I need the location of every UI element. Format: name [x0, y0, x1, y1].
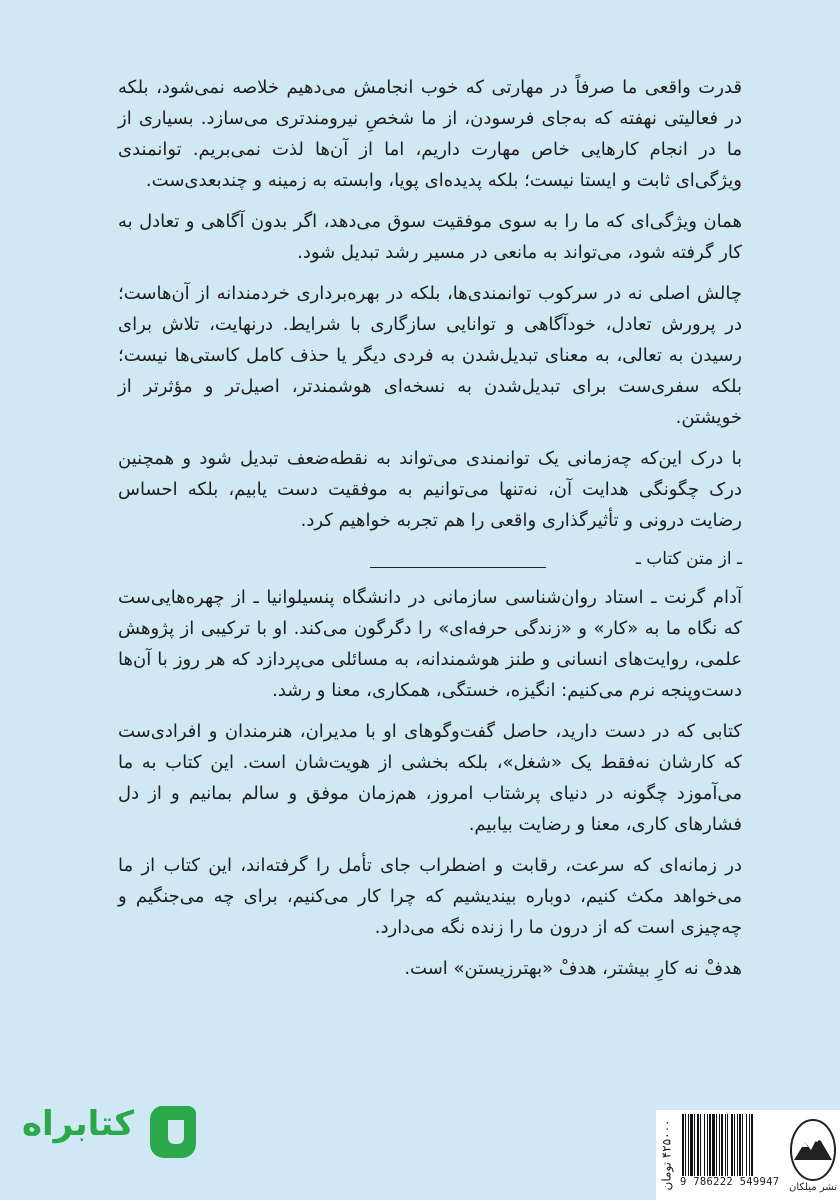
about-paragraph: کتابی که در دست دارید، حاصل گفت‌وگوهای او با مدیران، هنرمندان و افرادی‌ست که کارشان نه‌فقط یک «شغل»، بلکه بخشی از هویت‌شان است. این کتاب به ما می‌آموزد چگونه در دنیای پرشتاب امروز، هم‌زمان موفق و سالم بمانیم و از دل فشارهای کاری، معنا و رضایت بیابیم. [118, 721, 742, 835]
about-paragraph: آدام گرنت ـ استاد روان‌شناسی سازمانی در دانشگاه پنسیلوانیا ـ از چهره‌هایی‌ست که نگاه ما به «کار» و «زندگی حرفه‌ای» را دگرگون می‌کند. او با ترکیبی از پژوهش علمی، روایت‌های انسانی و طنز هوشمندانه، به مسائلی می‌پردازد که هر روز با آن‌ها دست‌وپنجه نرم می‌کنیم: انگیزه، خستگی، همکاری، معنا و رشد. [118, 587, 742, 701]
isbn-number: 9 786222 549947 [680, 1176, 780, 1188]
publisher-name: نشر میلکان [789, 1182, 837, 1193]
excerpt-source: ـ از متن کتاب ـ [635, 549, 742, 569]
barcode-icon [680, 1114, 780, 1176]
price-text: ۴۲۵۰۰۰ تومان [659, 1119, 674, 1191]
excerpt-section [118, 72, 742, 575]
excerpt-paragraph: با درک این‌که چه‌زمانی یک توانمندی می‌تواند به نقطه‌ضعف تبدیل شود و همچنین درک چگونگی هدایت آن، نه‌تنها می‌توانیم به موفقیت دست یابیم، بلکه احساس رضایت درونی و تأثیرگذاری واقعی را هم تجربه خواهیم کرد. [118, 448, 742, 531]
excerpt-paragraph: قدرت واقعی ما صرفاً در مهارتی که خوب انجامش می‌دهیم خلاصه نمی‌شود، بلکه در فعالیتی نهفته که به‌جای فرسودن، از ما شخصِ نیرومندتری می‌سازد. بسیاری از ما در انجام کارهایی خاص مهارت داریم، اما از آن‌ها لذت نمی‌بریم. توانمندی ویژگی‌ای ثابت و ایستا نیست؛ بلکه پدیده‌ای پویا، وابسته به زمینه و چندبعدی‌ست. [118, 77, 742, 191]
about-section [118, 582, 742, 994]
excerpt-paragraph: چالش اصلی نه در سرکوب توانمندی‌ها، بلکه در بهره‌برداری خردمندانه از آن‌هاست؛ در پرورش تعادل، خودآگاهی و توانایی سازگاری با شرایط. درنهایت، تلاش برای رسیدن به تعالی، به معنای تبدیل‌شدن به فردی دیگر یا حذف کامل کاستی‌ها نیست؛ بلکه سفری‌ست برای تبدیل‌شدن به نسخه‌ای هوشمندتر، اصیل‌تر و مؤثرتر از خویشتن. [118, 283, 742, 428]
ketabrah-wordmark: کتابراه [21, 1104, 134, 1144]
section-divider [370, 567, 546, 568]
price-label [656, 1112, 676, 1198]
about-paragraph: در زمانه‌ای که سرعت، رقابت و اضطراب جای تأمل را گرفته‌اند، این کتاب از ما می‌خواهد مکث کنیم، دوباره بیندیشیم که چرا کار می‌کنیم، برای چه می‌جنگیم و چه‌چیزی است که از درون ما را زنده نگه می‌دارد. [118, 855, 742, 938]
excerpt-paragraph: همان ویژگی‌ای که ما را به سوی موفقیت سوق می‌دهد، اگر بدون آگاهی و تعادل به کار گرفته شود، می‌تواند به مانعی در مسیر رشد تبدیل شود. [118, 211, 742, 263]
about-paragraph: هدفْ نه کارِ بیشتر، هدفْ «بهترزیستن» است. [404, 958, 742, 979]
